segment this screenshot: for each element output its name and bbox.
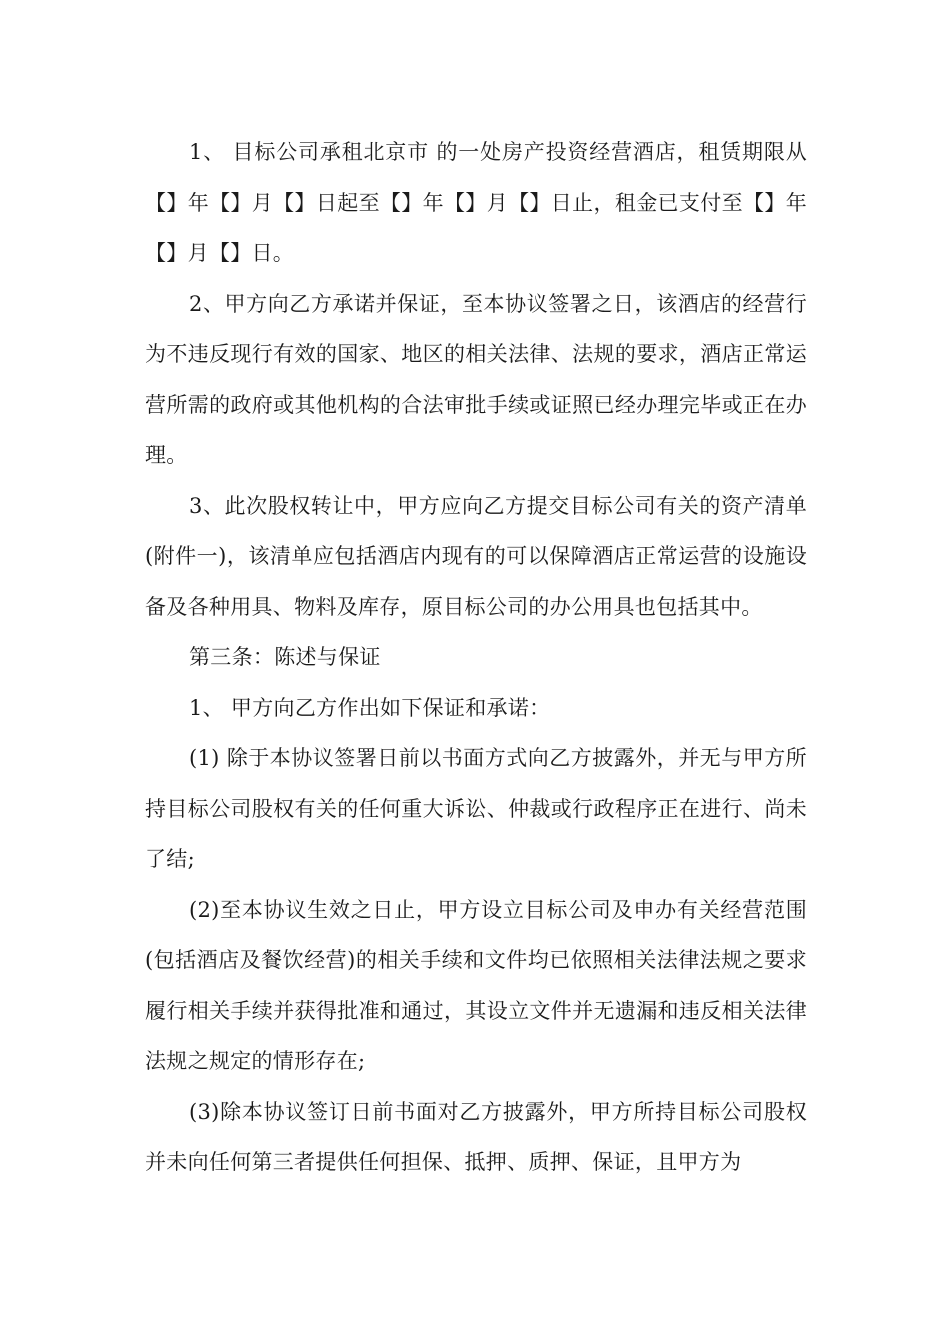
section-heading-article-3: 第三条：陈述与保证 xyxy=(189,645,381,669)
paragraph-lease-term: 1、 目标公司承租北京市 的一处房产投资经营酒店，租赁期限从【】年【】月【】日起至【】年【】月【】日止，租金已支付至【】年【】月【】日。 xyxy=(145,140,807,265)
paragraph-warranty-2: (2)至本协议生效之日止，甲方设立目标公司及申办有关经营范围(包括酒店及餐饮经营)的相关手续和文件均已依照相关法律法规之要求履行相关手续并获得批准和通过，其设立文件并无遗漏和违反相关法律法规之规定的情形存在; xyxy=(145,897,807,1073)
document-body xyxy=(145,127,807,1188)
paragraph-operation-compliance: 2、甲方向乙方承诺并保证，至本协议签署之日，该酒店的经营行为不违反现行有效的国家、地区的相关法律、法规的要求，酒店正常运营所需的政府或其他机构的合法审批手续或证照已经办理完毕或正在办理。 xyxy=(145,291,807,467)
paragraph-asset-list: 3、此次股权转让中，甲方应向乙方提交目标公司有关的资产清单(附件一)，该清单应包括酒店内现有的可以保障酒店正常运营的设施设备及各种用具、物料及库存，原目标公司的办公用具也包括其中。 xyxy=(145,493,807,619)
paragraph-warranty-1: (1) 除于本协议签署日前以书面方式向乙方披露外，并无与甲方所持目标公司股权有关的任何重大诉讼、仲裁或行政程序正在进行、尚未了结; xyxy=(145,746,807,871)
paragraph-warranty-3: (3)除本协议签订日前书面对乙方披露外，甲方所持目标公司股权并未向任何第三者提供任何担保、抵押、质押、保证，且甲方为 xyxy=(145,1099,807,1174)
paragraph-party-a-warranties: 1、 甲方向乙方作出如下保证和承诺： xyxy=(189,695,551,720)
